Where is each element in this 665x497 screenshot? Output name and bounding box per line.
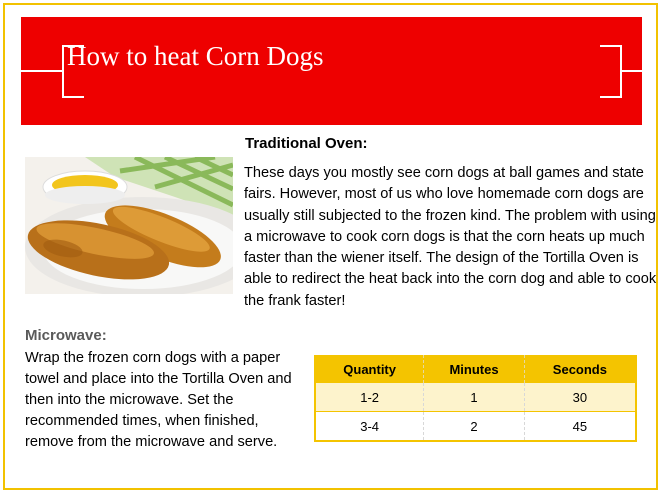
table-row xyxy=(315,383,636,412)
cell-quantity: 1-2 xyxy=(315,383,424,412)
corn-dogs-photo xyxy=(25,157,233,294)
page-title: How to heat Corn Dogs xyxy=(67,41,324,71)
header-minutes: Minutes xyxy=(424,355,525,383)
cell-minutes: 2 xyxy=(424,412,525,442)
cell-seconds: 30 xyxy=(524,383,636,412)
microwave-heading: Microwave: xyxy=(25,327,107,344)
bracket-right-tick xyxy=(622,70,642,72)
bracket-left-tick xyxy=(21,70,62,72)
oven-paragraph: These days you mostly see corn dogs at ball games and state fairs. However, most of us who love homemade corn dogs are usually still subjected to the frozen kind. The problem with using a microwave to cook corn dogs is that the corn heats up much faster than the wiener itself. The design of the Tortilla Oven is able to redirect the heat back into the corn dog and able to cook the frank faster! xyxy=(244,165,657,309)
title-banner xyxy=(21,17,642,125)
table-row xyxy=(315,412,636,442)
microwave-paragraph: Wrap the frozen corn dogs with a paper towel and place into the Tortilla Oven and then into the microwave. Set the recommended times, when finished, remove from the microwave and serve. xyxy=(25,350,292,450)
header-seconds: Seconds xyxy=(524,355,636,383)
header-quantity: Quantity xyxy=(315,355,424,383)
cell-seconds: 45 xyxy=(524,412,636,442)
bracket-right-bottom xyxy=(600,96,622,98)
heating-times-table xyxy=(314,355,637,442)
cell-minutes: 1 xyxy=(424,383,525,412)
bracket-right-top xyxy=(600,45,622,47)
oven-heading: Traditional Oven: xyxy=(245,135,368,152)
cell-quantity: 3-4 xyxy=(315,412,424,442)
table-header-row xyxy=(315,355,636,383)
bracket-left-bottom xyxy=(62,96,84,98)
bracket-left xyxy=(62,45,64,98)
